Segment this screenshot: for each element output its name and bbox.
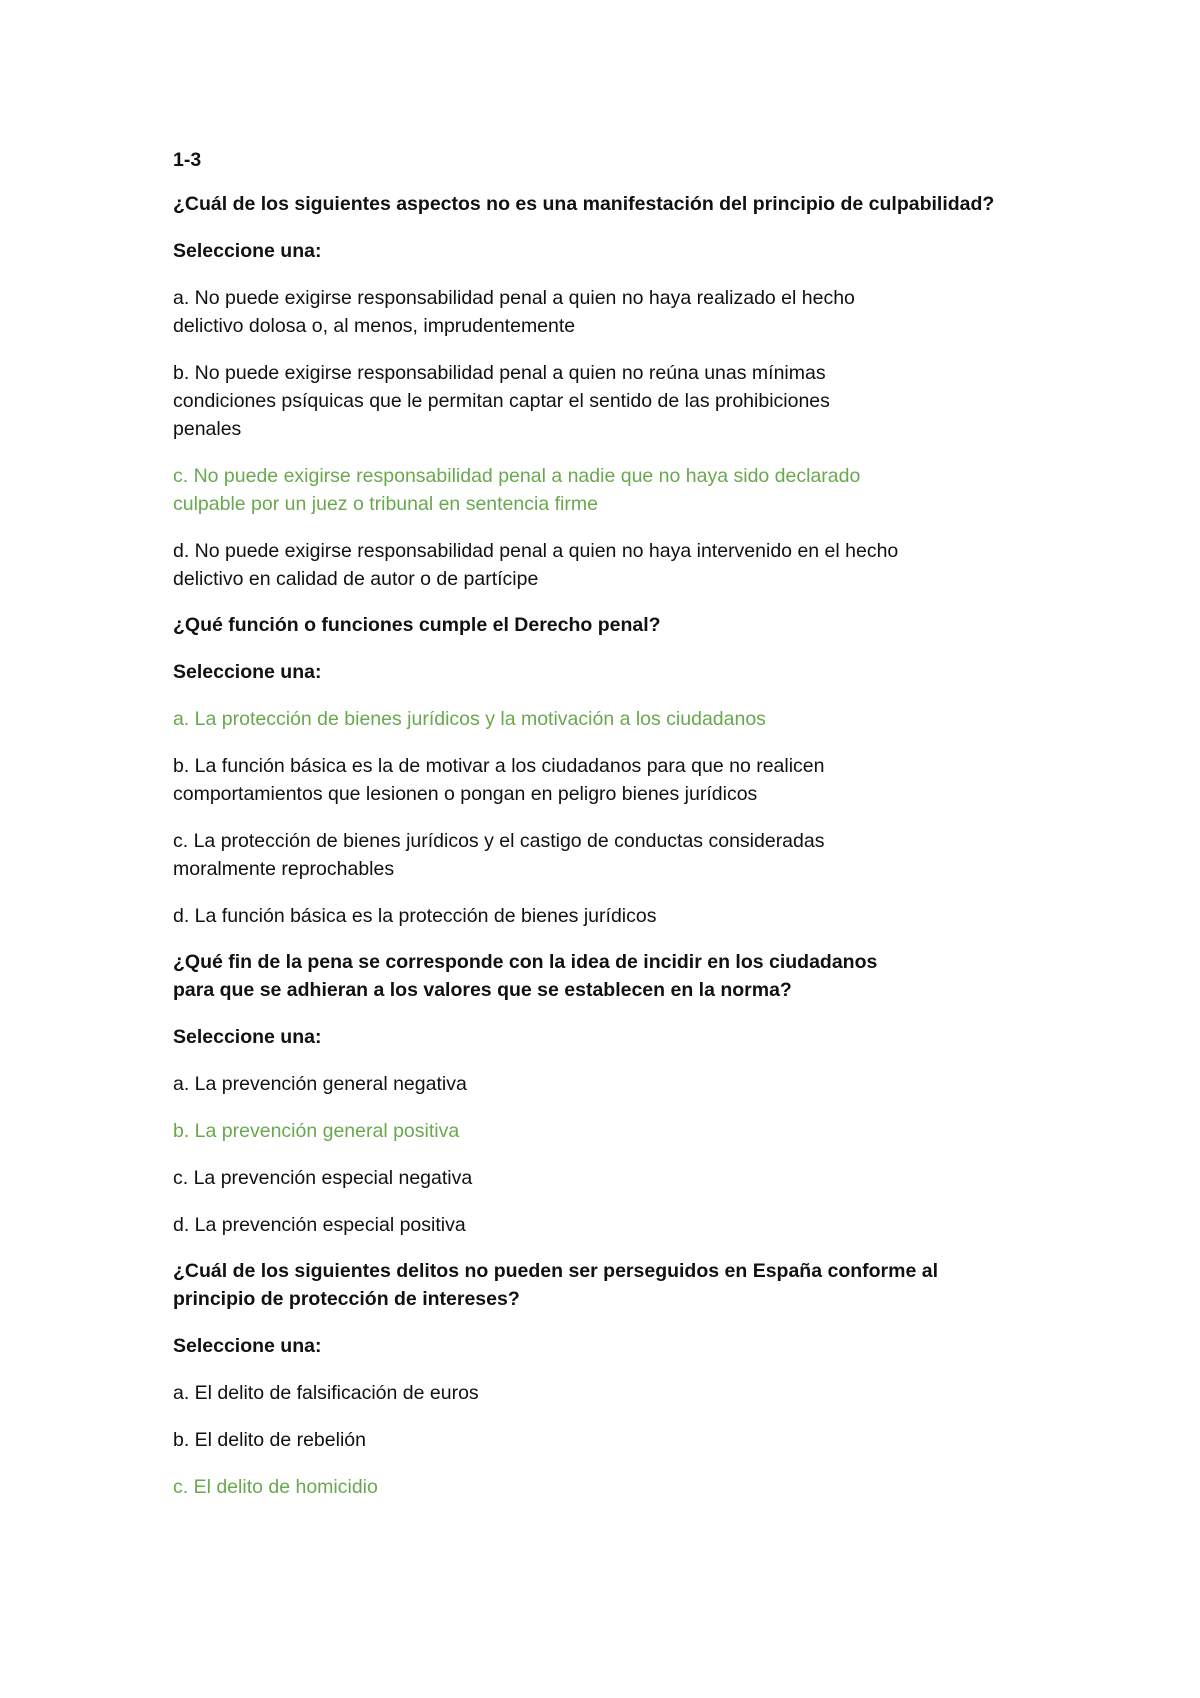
answer-option: b. No puede exigirse responsabilidad penal a quien no reúna unas mínimas condiciones psíquicas que le permitan captar el sentido de las prohibiciones penales [173,362,830,440]
answer-option-correct: c. El delito de homicidio [173,1476,378,1498]
question-text: ¿Cuál de los siguientes aspectos no es una manifestación del principio de culpabilidad? [173,193,995,215]
question-block [173,948,1053,1239]
answer-option-correct: c. No puede exigirse responsabilidad penal a nadie que no haya sido declarado culpable por un juez o tribunal en sentencia firme [173,465,861,515]
answer-option-correct: a. La protección de bienes jurídicos y la motivación a los ciudadanos [173,708,766,730]
answer-option: b. La función básica es la de motivar a los ciudadanos para que no realicen comportamientos que lesionen o pongan en peligro bienes jurídicos [173,755,825,805]
question-block [173,611,1053,930]
question-list [173,190,1053,1501]
answer-option: d. La prevención especial positiva [173,1214,466,1236]
answer-option: c. La protección de bienes jurídicos y el castigo de conductas consideradas moralmente reprochables [173,830,825,880]
question-text: ¿Qué fin de la pena se corresponde con la idea de incidir en los ciudadanos para que se adhieran a los valores que se establecen en la norma? [173,951,878,1001]
answer-option: a. La prevención general negativa [173,1073,467,1095]
answer-option: a. El delito de falsificación de euros [173,1382,479,1404]
answer-option: c. La prevención especial negativa [173,1167,473,1189]
answer-option: a. No puede exigirse responsabilidad penal a quien no haya realizado el hecho delictivo dolosa o, al menos, imprudentemente [173,287,855,337]
answer-option: d. No puede exigirse responsabilidad penal a quien no haya intervenido en el hecho delictivo en calidad de autor o de partícipe [173,540,899,590]
answer-option-correct: b. La prevención general positiva [173,1120,460,1142]
select-prompt: Seleccione una: [173,1335,322,1357]
section-number: 1-3 [173,149,202,171]
select-prompt: Seleccione una: [173,661,322,683]
document-content [173,146,1053,1519]
answer-option: b. El delito de rebelión [173,1429,366,1451]
question-block [173,1257,1053,1501]
question-text: ¿Cuál de los siguientes delitos no pueden ser perseguidos en España conforme al principio de protección de intereses? [173,1260,939,1310]
select-prompt: Seleccione una: [173,240,322,262]
select-prompt: Seleccione una: [173,1026,322,1048]
question-text: ¿Qué función o funciones cumple el Derecho penal? [173,614,661,636]
question-block [173,190,1053,593]
answer-option: d. La función básica es la protección de bienes jurídicos [173,905,657,927]
